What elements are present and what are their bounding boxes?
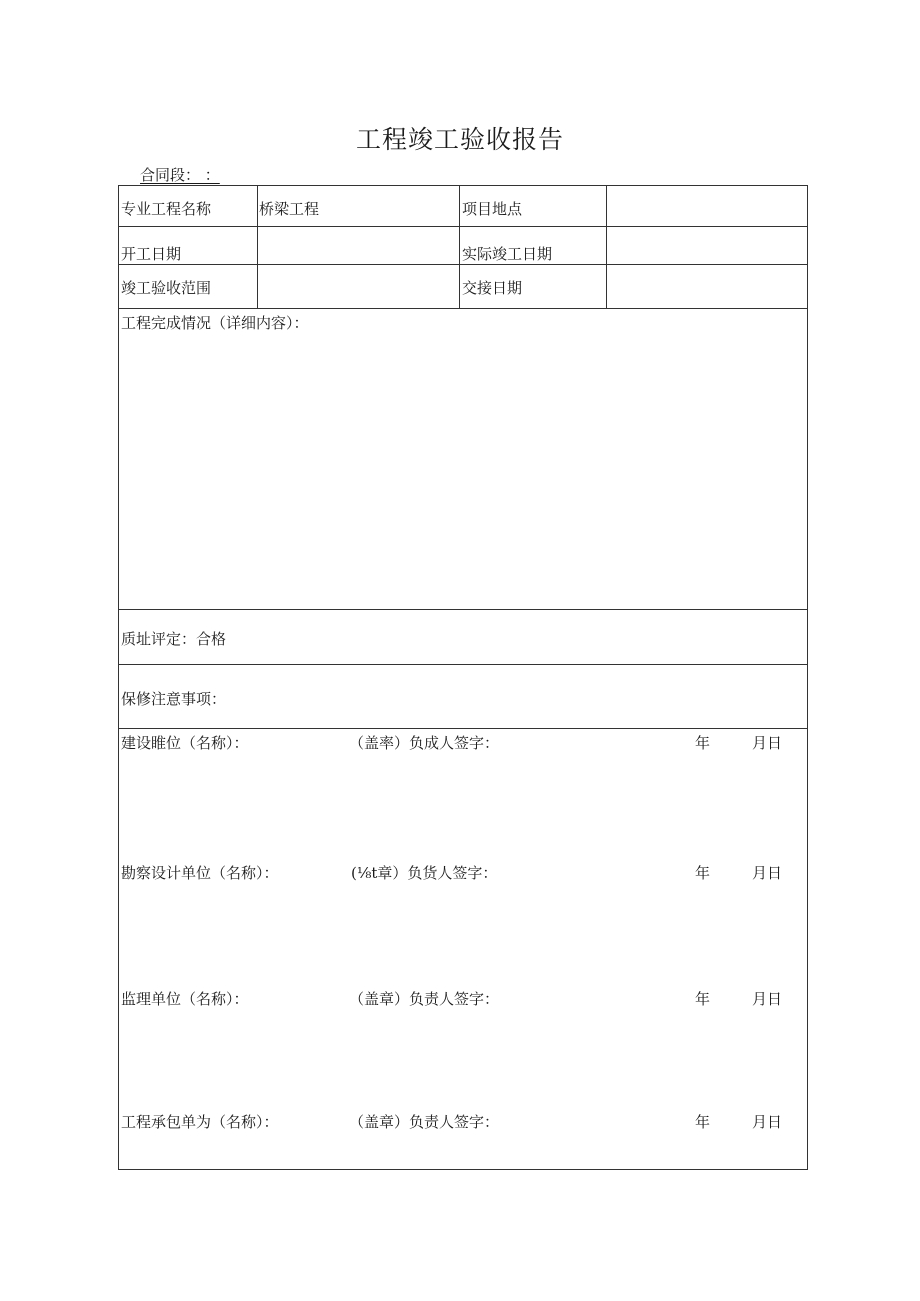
contract-section-label: 合同段： ： [140, 166, 220, 184]
month-day-label: 月日 [752, 864, 783, 882]
month-day-label: 月日 [752, 990, 783, 1008]
seal-signature-label: （盖章）负责人签字： [349, 990, 500, 1008]
seal-signature-label: （盖率）负成人签字： [349, 734, 500, 752]
completion-details-label: 工程完成情况（详细内容）： [121, 314, 309, 332]
seal-signature-label: (⅛t章）负货人签字： [351, 864, 498, 882]
actual-completion-date-label: 实际竣工日期 [462, 245, 553, 263]
year-label: 年 [695, 990, 711, 1008]
row-divider [119, 308, 807, 309]
unit-name-label: 建设睢位（名称）： [121, 734, 249, 752]
start-date-label: 开工日期 [121, 245, 182, 263]
project-name-label: 专业工程名称 [121, 200, 212, 218]
report-form-table [118, 185, 808, 1170]
seal-signature-label: （盖章）负责人签字： [349, 1113, 500, 1131]
warranty-notes-label: 保修注意事项： [121, 690, 227, 708]
month-day-label: 月日 [752, 1113, 783, 1131]
row-divider [119, 609, 807, 610]
row-divider [119, 664, 807, 665]
project-name-value[interactable]: 桥梁工程 [259, 200, 320, 218]
column-divider [606, 186, 607, 308]
project-location-label: 项目地点 [462, 200, 523, 218]
quality-evaluation-label: 质址评定：合格 [121, 630, 227, 648]
column-divider [459, 186, 460, 308]
row-divider [119, 728, 807, 729]
year-label: 年 [695, 1113, 711, 1131]
report-title: 工程竣工验收报告 [355, 125, 564, 154]
row-divider [119, 264, 807, 265]
acceptance-scope-label: 竣工验收范围 [121, 279, 212, 297]
handover-date-label: 交接日期 [462, 279, 523, 297]
column-divider [257, 186, 258, 308]
year-label: 年 [695, 864, 711, 882]
year-label: 年 [695, 734, 711, 752]
unit-name-label: 勘察设计单位（名称）： [121, 864, 279, 882]
unit-name-label: 监理单位（名称）： [121, 990, 249, 1008]
unit-name-label: 工程承包单为（名称）： [121, 1113, 279, 1131]
month-day-label: 月日 [752, 734, 783, 752]
row-divider [119, 226, 807, 227]
